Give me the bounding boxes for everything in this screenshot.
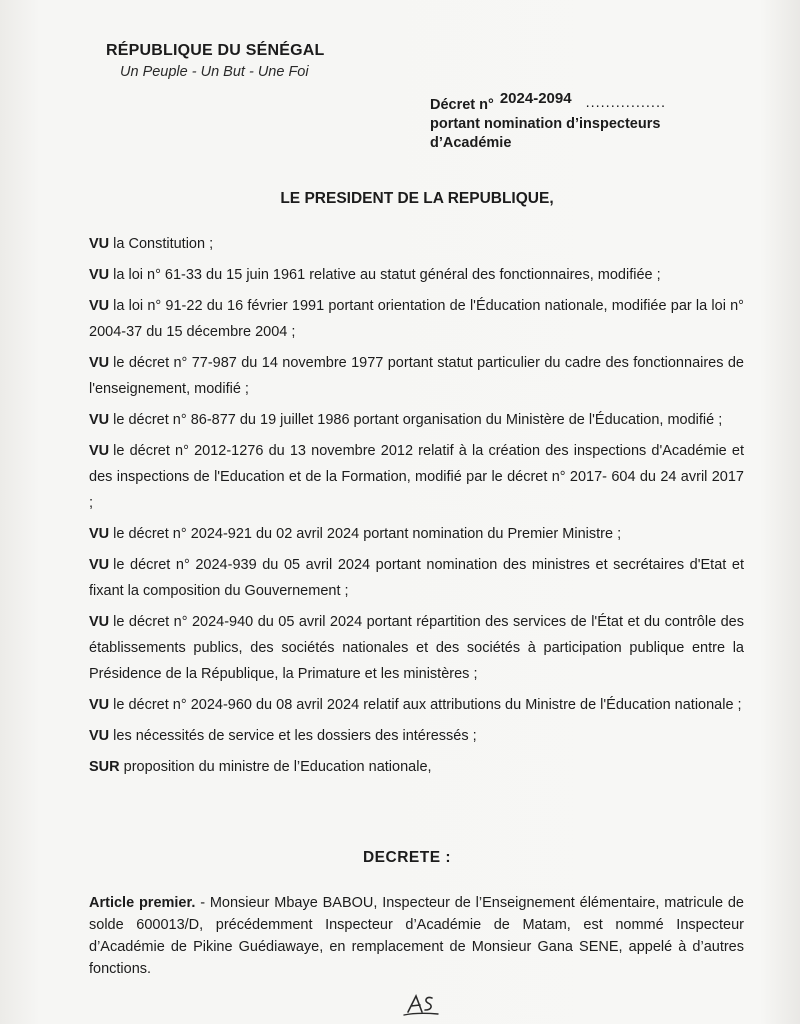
consideration-item <box>89 552 744 604</box>
article-title: Article premier. <box>89 895 196 911</box>
decree-subject-line-1: portant nomination d’inspecteurs <box>430 116 661 132</box>
president-title: LE PRESIDENT DE LA REPUBLIQUE, <box>280 190 554 207</box>
consideration-keyword: VU <box>89 557 110 573</box>
consideration-item <box>89 262 744 288</box>
consideration-text: les nécessités de service et les dossiers des intéressés ; <box>113 728 477 744</box>
consideration-item <box>89 754 744 780</box>
decree-number: 2024-2094 <box>499 90 572 107</box>
handwritten-initials-icon <box>400 992 440 1020</box>
consideration-text: la loi n° 61-33 du 15 juin 1961 relative au statut général des fonctionnaires, modifiée ; <box>113 267 661 283</box>
letterhead <box>106 42 324 80</box>
considerations-list <box>89 231 744 785</box>
decree-subject-line-2: d’Académie <box>430 135 512 151</box>
consideration-keyword: VU <box>89 298 110 314</box>
consideration-text: le décret n° 2012-1276 du 13 novembre 2012 relatif à la création des inspections d'Académie et des inspections de l'Education et de la Formation, modifié par le décret n° 2017- 604 du 24 avril 2017 ; <box>89 443 744 511</box>
consideration-keyword: VU <box>89 728 110 744</box>
consideration-text: le décret n° 86-877 du 19 juillet 1986 portant organisation du Ministère de l'Éducation, modifié ; <box>113 412 723 428</box>
consideration-text: le décret n° 2024-921 du 02 avril 2024 portant nomination du Premier Ministre ; <box>113 526 622 542</box>
consideration-keyword: VU <box>89 443 110 459</box>
decree-dots: ................ <box>585 95 667 111</box>
consideration-item <box>89 231 744 257</box>
consideration-keyword: VU <box>89 355 110 371</box>
consideration-text: proposition du ministre de l’Education nationale, <box>123 759 432 775</box>
consideration-text: la loi n° 91-22 du 16 février 1991 portant orientation de l'Éducation nationale, modifiée par la loi n° 2004-37 du 15 décembre 2004 ; <box>89 298 744 340</box>
consideration-keyword: VU <box>89 412 110 428</box>
consideration-keyword: VU <box>89 526 110 542</box>
consideration-keyword: VU <box>89 614 110 630</box>
article-premier <box>89 892 744 980</box>
consideration-item <box>89 521 744 547</box>
national-motto: Un Peuple - Un But - Une Foi <box>120 64 309 80</box>
consideration-item <box>89 692 744 718</box>
consideration-item <box>89 609 744 687</box>
article-text: - Monsieur Mbaye BABOU, Inspecteur de l’Enseignement élémentaire, matricule de solde 600013/D, précédemment Inspecteur d’Académie de Matam, est nommé Inspecteur d’Académie de Pikine Guédiawaye, en remplacement de Monsieur Gana SENE, appelé à d’autres fonctions. <box>89 895 744 977</box>
consideration-text: le décret n° 2024-960 du 08 avril 2024 relatif aux attributions du Ministre de l'Éducation nationale ; <box>113 697 742 713</box>
consideration-item <box>89 438 744 516</box>
consideration-keyword: VU <box>89 697 110 713</box>
consideration-text: le décret n° 2024-940 du 05 avril 2024 portant répartition des services de l'État et du contrôle des établissements publics, des sociétés nationales et des sociétés à participation publique entre la Présidence de la République, la Primature et les ministères ; <box>89 614 744 682</box>
consideration-text: la Constitution ; <box>113 236 214 252</box>
consideration-item <box>89 407 744 433</box>
republic-heading: RÉPUBLIQUE DU SÉNÉGAL <box>106 42 325 59</box>
decrete-title: DECRETE : <box>362 849 452 866</box>
consideration-keyword: VU <box>89 236 110 252</box>
consideration-item <box>89 293 744 345</box>
consideration-text: le décret n° 2024-939 du 05 avril 2024 portant nomination des ministres et secrétaires d'Etat et fixant la composition du Gouvernement ; <box>89 557 744 599</box>
decree-label: Décret n° <box>430 97 494 113</box>
consideration-keyword: VU <box>89 267 110 283</box>
consideration-keyword: SUR <box>89 759 120 775</box>
article-paragraph <box>89 892 744 980</box>
consideration-text: le décret n° 77-987 du 14 novembre 1977 portant statut particulier du cadre des fonctionnaires de l'enseignement, modifié ; <box>89 355 744 397</box>
consideration-item <box>89 350 744 402</box>
decree-reference <box>430 90 667 153</box>
consideration-item <box>89 723 744 749</box>
